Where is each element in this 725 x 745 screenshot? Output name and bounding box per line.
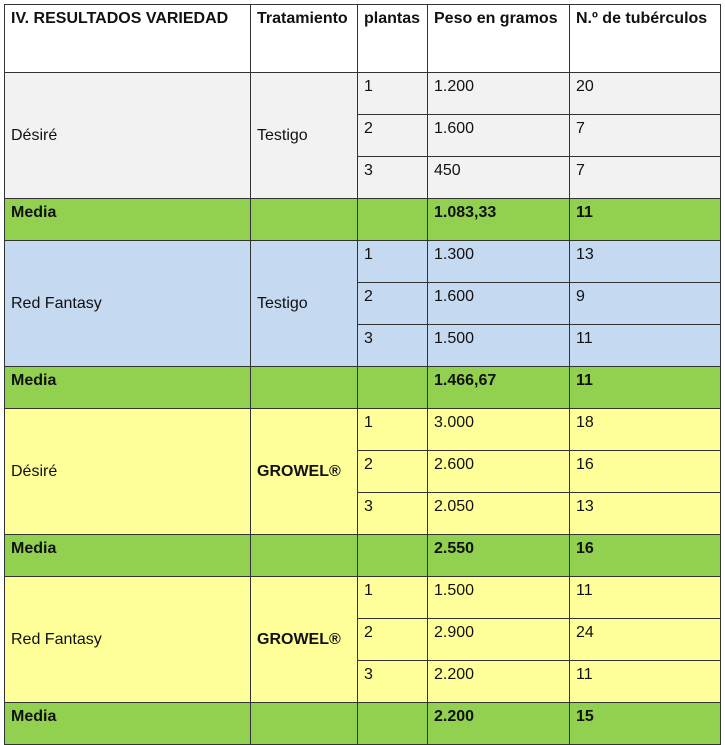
tuberculos-cell: 7 bbox=[570, 115, 721, 157]
planta-cell: 2 bbox=[358, 619, 428, 661]
media-row bbox=[5, 703, 721, 745]
variety-cell: Désiré bbox=[5, 73, 251, 199]
peso-cell: 1.600 bbox=[428, 283, 570, 325]
media-row bbox=[5, 199, 721, 241]
media-label: Media bbox=[5, 199, 251, 241]
table-row bbox=[5, 409, 721, 451]
media-tuberculos: 11 bbox=[570, 199, 721, 241]
tuberculos-cell: 11 bbox=[570, 661, 721, 703]
tuberculos-cell: 7 bbox=[570, 157, 721, 199]
media-peso: 2.200 bbox=[428, 703, 570, 745]
media-tuberculos: 15 bbox=[570, 703, 721, 745]
peso-cell: 2.050 bbox=[428, 493, 570, 535]
header-plantas: plantas bbox=[358, 5, 428, 73]
treatment-cell: Testigo bbox=[251, 241, 358, 367]
tuberculos-cell: 20 bbox=[570, 73, 721, 115]
media-row bbox=[5, 367, 721, 409]
variety-cell: Désiré bbox=[5, 409, 251, 535]
planta-cell: 1 bbox=[358, 241, 428, 283]
header-tratamiento: Tratamiento bbox=[251, 5, 358, 73]
variety-cell: Red Fantasy bbox=[5, 577, 251, 703]
header-variedad: IV. RESULTADOS VARIEDAD bbox=[5, 5, 251, 73]
results-table bbox=[4, 4, 721, 745]
media-peso: 1.466,67 bbox=[428, 367, 570, 409]
peso-cell: 2.900 bbox=[428, 619, 570, 661]
tuberculos-cell: 9 bbox=[570, 283, 721, 325]
tuberculos-cell: 11 bbox=[570, 325, 721, 367]
peso-cell: 2.200 bbox=[428, 661, 570, 703]
table-row bbox=[5, 577, 721, 619]
planta-cell: 1 bbox=[358, 577, 428, 619]
tuberculos-cell: 24 bbox=[570, 619, 721, 661]
planta-cell: 2 bbox=[358, 451, 428, 493]
variety-cell: Red Fantasy bbox=[5, 241, 251, 367]
treatment-cell: GROWEL® bbox=[251, 409, 358, 535]
planta-cell: 3 bbox=[358, 157, 428, 199]
treatment-cell: Testigo bbox=[251, 73, 358, 199]
tuberculos-cell: 18 bbox=[570, 409, 721, 451]
peso-cell: 3.000 bbox=[428, 409, 570, 451]
planta-cell: 3 bbox=[358, 325, 428, 367]
planta-cell: 3 bbox=[358, 661, 428, 703]
table-row bbox=[5, 241, 721, 283]
planta-cell: 1 bbox=[358, 73, 428, 115]
planta-cell: 1 bbox=[358, 409, 428, 451]
peso-cell: 450 bbox=[428, 157, 570, 199]
peso-cell: 1.300 bbox=[428, 241, 570, 283]
tuberculos-cell: 13 bbox=[570, 241, 721, 283]
header-tuberculos: N.º de tubérculos bbox=[570, 5, 721, 73]
media-peso: 2.550 bbox=[428, 535, 570, 577]
peso-cell: 1.500 bbox=[428, 325, 570, 367]
media-label: Media bbox=[5, 535, 251, 577]
planta-cell: 3 bbox=[358, 493, 428, 535]
tuberculos-cell: 11 bbox=[570, 577, 721, 619]
header-row bbox=[5, 5, 721, 73]
peso-cell: 2.600 bbox=[428, 451, 570, 493]
media-peso: 1.083,33 bbox=[428, 199, 570, 241]
table-row bbox=[5, 73, 721, 115]
media-row bbox=[5, 535, 721, 577]
header-peso: Peso en gramos bbox=[428, 5, 570, 73]
media-tuberculos: 11 bbox=[570, 367, 721, 409]
tuberculos-cell: 16 bbox=[570, 451, 721, 493]
peso-cell: 1.500 bbox=[428, 577, 570, 619]
planta-cell: 2 bbox=[358, 115, 428, 157]
peso-cell: 1.600 bbox=[428, 115, 570, 157]
treatment-cell: GROWEL® bbox=[251, 577, 358, 703]
planta-cell: 2 bbox=[358, 283, 428, 325]
media-tuberculos: 16 bbox=[570, 535, 721, 577]
media-label: Media bbox=[5, 367, 251, 409]
tuberculos-cell: 13 bbox=[570, 493, 721, 535]
media-label: Media bbox=[5, 703, 251, 745]
peso-cell: 1.200 bbox=[428, 73, 570, 115]
